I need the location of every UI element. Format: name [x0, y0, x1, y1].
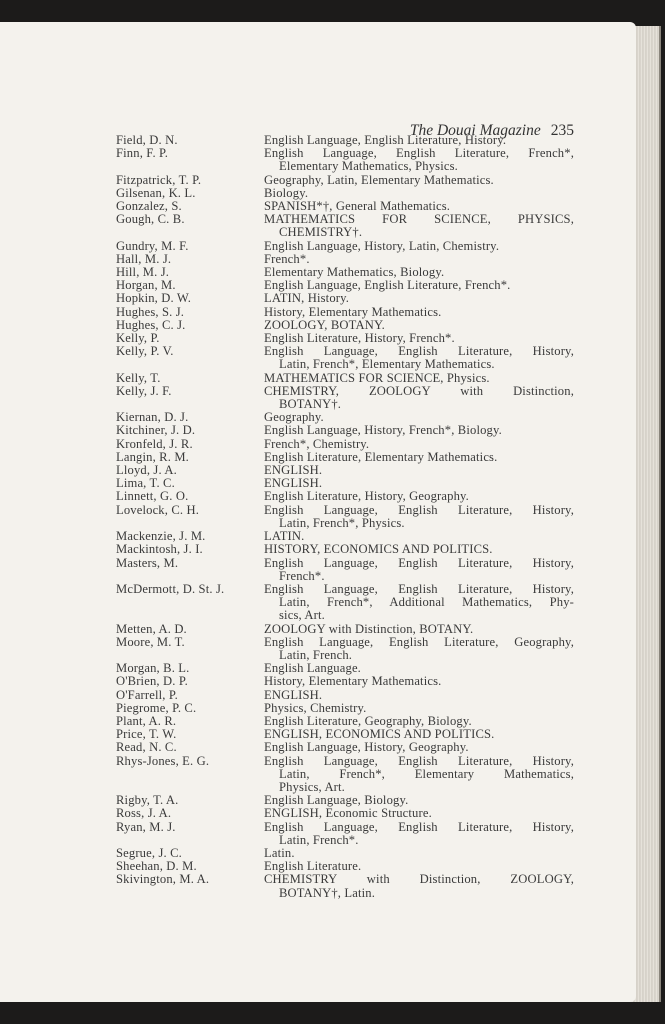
subjects-passed [264, 174, 574, 187]
subjects-line: ENGLISH, ECONOMICS AND POLITICS. [264, 727, 495, 742]
student-name: Hall, M. J. [116, 251, 172, 266]
subjects-line: ENGLISH. [264, 687, 323, 702]
list-item [116, 438, 576, 451]
subjects-passed [264, 873, 574, 899]
subjects-line: English Language, English Literature, History, [264, 344, 574, 359]
student-name: Hopkin, D. W. [116, 291, 192, 306]
list-item [116, 464, 576, 477]
subjects-passed [264, 147, 574, 173]
subjects-passed [264, 807, 574, 820]
list-item [116, 636, 576, 662]
student-name: Finn, F. P. [116, 146, 169, 161]
subjects-line: English Language, English Literature, History, [264, 555, 574, 570]
subjects-line: English Language, History, Latin, Chemistry. [264, 238, 500, 253]
list-item [116, 292, 576, 305]
student-name: Segrue, J. C. [116, 845, 182, 860]
student-name: Lloyd, J. A. [116, 463, 177, 478]
student-name: Rhys-Jones, E. G. [116, 753, 210, 768]
list-item [116, 623, 576, 636]
subjects-passed [264, 345, 574, 371]
subjects-line: LATIN. [264, 529, 305, 544]
subjects-passed [264, 504, 574, 530]
subjects-line: Latin, French*, Elementary Mathematics, [279, 766, 574, 781]
student-name: Kelly, P. [116, 331, 160, 346]
subjects-line: Latin. [264, 845, 295, 860]
student-name: Sheehan, D. M. [116, 859, 197, 874]
list-item [116, 821, 576, 847]
subjects-line: History, Elementary Mathematics. [264, 674, 442, 689]
subjects-line: French*, Chemistry. [264, 436, 370, 451]
student-name: Read, N. C. [116, 740, 177, 755]
list-item [116, 306, 576, 319]
subjects-line: Latin, French. [279, 647, 353, 662]
subjects-line: sics, Art. [279, 608, 325, 623]
list-item [116, 451, 576, 464]
subjects-line: English Language, Biology. [264, 793, 409, 808]
subjects-line: ZOOLOGY with Distinction, BOTANY. [264, 621, 474, 636]
subjects-passed [264, 543, 574, 556]
student-name: Piegrome, P. C. [116, 700, 197, 715]
student-name: Price, T. W. [116, 727, 177, 742]
subjects-passed [264, 583, 574, 623]
list-item [116, 807, 576, 820]
subjects-passed [264, 557, 574, 583]
subjects-line: Physics, Chemistry. [264, 700, 367, 715]
list-item [116, 213, 576, 239]
list-item [116, 583, 576, 623]
subjects-passed [264, 689, 574, 702]
list-item [116, 490, 576, 503]
student-name: Horgan, M. [116, 278, 176, 293]
list-item [116, 689, 576, 702]
student-name: Ross, J. A. [116, 806, 172, 821]
subjects-line: English Language, English Literature, History, [264, 502, 574, 517]
subjects-line: CHEMISTRY, ZOOLOGY with Distinction, [264, 383, 574, 398]
list-item [116, 873, 576, 899]
subjects-line: English Language, English Literature, History, [264, 753, 574, 768]
list-item [116, 543, 576, 556]
student-name: Mackenzie, J. M. [116, 529, 206, 544]
student-name: Gilsenan, K. L. [116, 185, 196, 200]
student-name: Hughes, S. J. [116, 304, 185, 319]
subjects-line: CHEMISTRY with Distinction, ZOOLOGY, [264, 872, 574, 887]
subjects-passed [264, 821, 574, 847]
subjects-line: English Literature, Geography, Biology. [264, 713, 472, 728]
list-item [116, 385, 576, 411]
subjects-line: Latin, French*, Elementary Mathematics. [279, 357, 495, 372]
student-name: Field, D. N. [116, 133, 178, 147]
student-name: Metten, A. D. [116, 621, 187, 636]
subjects-line: English Language, History, French*, Biology. [264, 423, 502, 438]
list-item [116, 147, 576, 173]
student-name: O'Farrell, P. [116, 687, 178, 702]
subjects-line: ZOOLOGY, BOTANY. [264, 317, 385, 332]
student-name: Kiernan, D. J. [116, 410, 189, 425]
subjects-line: English Language, English Literature, History, [264, 581, 574, 596]
subjects-line: Physics, Art. [279, 779, 345, 794]
list-item [116, 755, 576, 795]
subjects-passed [264, 702, 574, 715]
student-name: Masters, M. [116, 555, 179, 570]
student-name: Skivington, M. A. [116, 872, 210, 887]
list-item [116, 702, 576, 715]
list-item [116, 240, 576, 253]
student-name: Ryan, M. J. [116, 819, 176, 834]
subjects-line: History, Elementary Mathematics. [264, 304, 442, 319]
student-name: Lovelock, C. H. [116, 502, 200, 517]
student-name: Linnett, G. O. [116, 489, 189, 504]
subjects-passed [264, 675, 574, 688]
subjects-line: English Literature, Elementary Mathematics. [264, 449, 498, 464]
list-item [116, 675, 576, 688]
subjects-line: English Language, English Literature, Geography, [264, 634, 574, 649]
subjects-line: English Literature, History, French*. [264, 331, 455, 346]
subjects-passed [264, 636, 574, 662]
subjects-line: ENGLISH. [264, 476, 323, 491]
subjects-line: MATHEMATICS FOR SCIENCE, Physics. [264, 370, 490, 385]
student-name: Gough, C. B. [116, 212, 185, 227]
subjects-line: SPANISH*†, General Mathematics. [264, 199, 451, 214]
student-name: Lima, T. C. [116, 476, 175, 491]
subjects-line: English Language, English Literature, French*, [264, 146, 574, 161]
list-item [116, 504, 576, 530]
student-name: Morgan, B. L. [116, 661, 190, 676]
student-name: Kelly, T. [116, 370, 161, 385]
student-name: Langin, R. M. [116, 449, 189, 464]
subjects-passed [264, 372, 574, 385]
subjects-line: CHEMISTRY†. [279, 225, 363, 240]
subjects-line: Biology. [264, 185, 309, 200]
subjects-passed [264, 292, 574, 305]
student-name: O'Brien, D. P. [116, 674, 188, 689]
subjects-line: English Language, English Literature, History, [264, 819, 574, 834]
list-item [116, 424, 576, 437]
student-name: Kelly, P. V. [116, 344, 174, 359]
subjects-passed [264, 755, 574, 795]
student-name: Mackintosh, J. I. [116, 542, 203, 557]
student-name: Rigby, T. A. [116, 793, 179, 808]
subjects-line: English Literature, History, Geography. [264, 489, 469, 504]
page-number: 235 [550, 122, 574, 139]
subjects-line: LATIN, History. [264, 291, 350, 306]
subjects-line: English Language. [264, 661, 361, 676]
subjects-line: English Literature. [264, 859, 362, 874]
subjects-line: English Language, English Literature, French*. [264, 278, 511, 293]
subjects-line: Elementary Mathematics, Biology. [264, 265, 445, 280]
student-name: Fitzpatrick, T. P. [116, 172, 202, 187]
subjects-line: HISTORY, ECONOMICS AND POLITICS. [264, 542, 493, 557]
subjects-line: ENGLISH. [264, 463, 323, 478]
subjects-passed [264, 240, 574, 253]
student-name: Gundry, M. F. [116, 238, 189, 253]
student-name: Hill, M. J. [116, 265, 170, 280]
student-name: Kitchiner, J. D. [116, 423, 196, 438]
subjects-line: Elementary Mathematics, Physics. [279, 159, 458, 174]
subjects-line: Latin, French*, Physics. [279, 515, 405, 530]
subjects-line: BOTANY†. [279, 397, 342, 412]
list-item [116, 372, 576, 385]
subjects-passed [264, 438, 574, 451]
list-item [116, 557, 576, 583]
subjects-line: English Language, English Literature, History. [264, 133, 507, 147]
results-list [116, 134, 576, 900]
subjects-passed [264, 385, 574, 411]
student-name: Gonzalez, S. [116, 199, 182, 214]
subjects-line: English Language, History, Geography. [264, 740, 469, 755]
subjects-passed [264, 741, 574, 754]
subjects-line: French*. [279, 568, 325, 583]
subjects-line: MATHEMATICS FOR SCIENCE, PHYSICS, [264, 212, 574, 227]
subjects-line: Latin, French*, Additional Mathematics, Phy- [279, 595, 574, 610]
student-name: Moore, M. T. [116, 634, 185, 649]
subjects-passed [264, 623, 574, 636]
subjects-line: ENGLISH, Economic Structure. [264, 806, 432, 821]
subjects-passed [264, 306, 574, 319]
subjects-passed [264, 490, 574, 503]
running-title: The Douai Magazine [409, 122, 541, 139]
student-name: Kronfeld, J. R. [116, 436, 193, 451]
list-item [116, 174, 576, 187]
subjects-passed [264, 213, 574, 239]
subjects-line: Geography. [264, 410, 324, 425]
subjects-line: BOTANY†, Latin. [279, 885, 376, 900]
subjects-line: Geography, Latin, Elementary Mathematics. [264, 172, 494, 187]
list-item [116, 345, 576, 371]
list-item [116, 741, 576, 754]
subjects-line: Latin, French*. [279, 832, 359, 847]
student-name: McDermott, D. St. J. [116, 581, 225, 596]
student-name: Plant, A. R. [116, 713, 177, 728]
subjects-passed [264, 424, 574, 437]
student-name: Kelly, J. F. [116, 383, 172, 398]
subjects-line: French*. [264, 251, 310, 266]
student-name: Hughes, C. J. [116, 317, 186, 332]
